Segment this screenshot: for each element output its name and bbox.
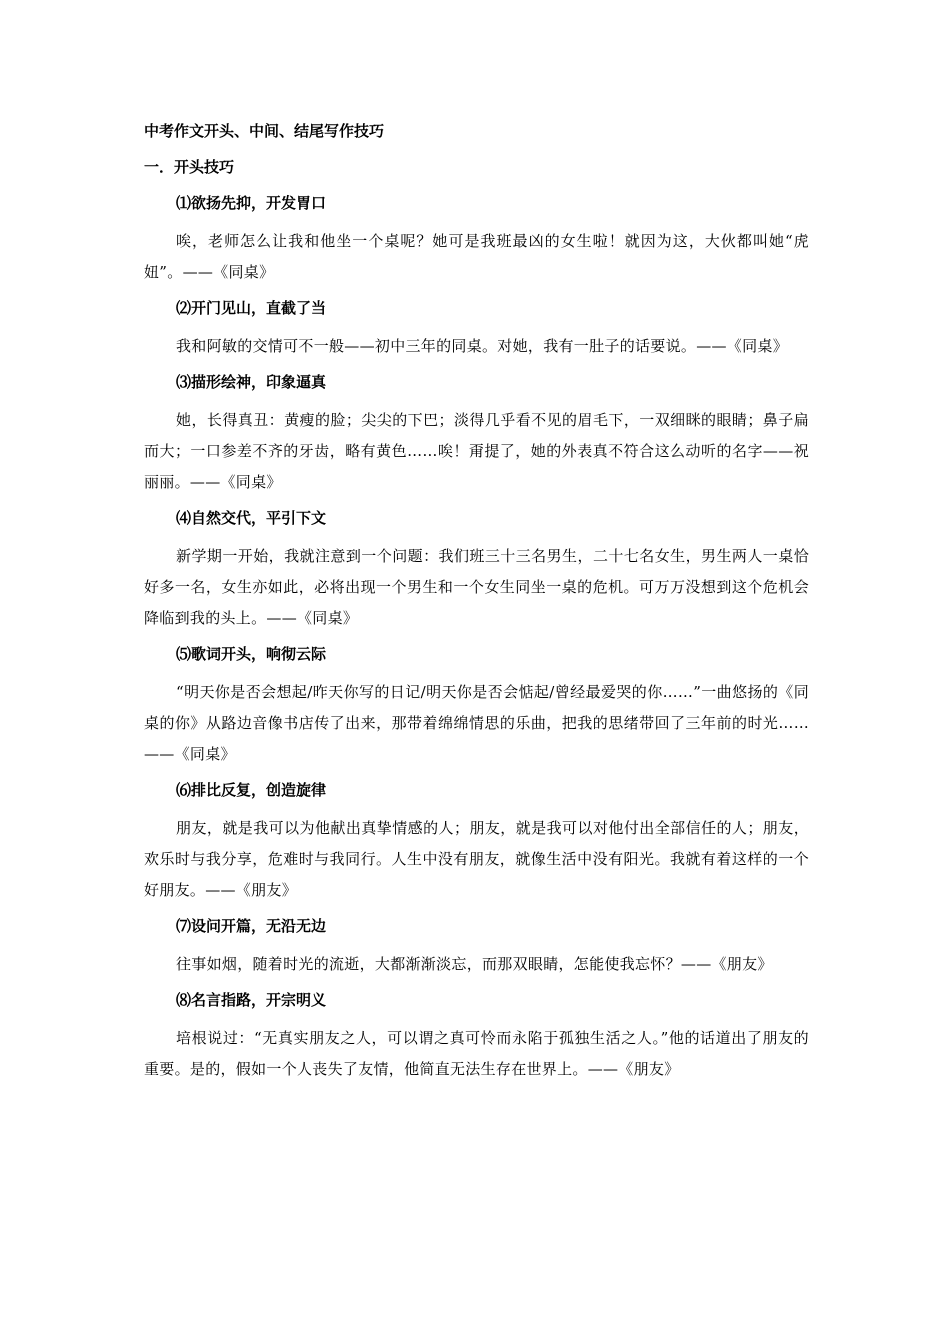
technique-1	[144, 192, 809, 288]
technique-example: 培根说过：“无真实朋友之人，可以谓之真可怜而永陷于孤独生活之人。”他的话道出了朋友的重要。是的，假如一个人丧失了友情，他简直无法生存在世界上。——《朋友》	[144, 1029, 809, 1078]
technique-2	[144, 297, 809, 362]
document-title: 中考作文开头、中间、结尾写作技巧	[144, 122, 385, 140]
technique-3	[144, 371, 809, 498]
technique-example: 新学期一开始，我就注意到一个问题：我们班三十三名男生，二十七名女生，男生两人一桌恰好多一名，女生亦如此，必将出现一个男生和一个女生同坐一桌的危机。可万万没想到这个危机会降临到我的头上。——《同桌》	[144, 547, 809, 627]
technique-heading: ⑶描形绘神，印象逼真	[176, 373, 327, 391]
section-heading: 一．开头技巧	[144, 158, 235, 176]
technique-heading: ⑵开门见山，直截了当	[176, 299, 327, 317]
document-page	[144, 120, 809, 1094]
technique-8	[144, 989, 809, 1085]
technique-example: 往事如烟，随着时光的流逝，大都渐渐淡忘，而那双眼睛，怎能使我忘怀？——《朋友》	[176, 955, 773, 973]
technique-example: 我和阿敏的交情可不一般——初中三年的同桌。对她，我有一肚子的话要说。——《同桌》	[176, 337, 789, 355]
technique-example: “明天你是否会想起/昨天你写的日记/明天你是否会惦起/曾经最爱哭的你……”一曲悠扬的《同桌的你》从路边音像书店传了出来，那带着绵绵情思的乐曲，把我的思绪带回了三年前的时光……——《同桌》	[144, 683, 809, 763]
technique-7	[144, 915, 809, 980]
technique-heading: ⑻名言指路，开宗明义	[176, 991, 327, 1009]
technique-6	[144, 779, 809, 906]
technique-heading: ⑹排比反复，创造旋律	[176, 781, 327, 799]
technique-example: 朋友，就是我可以为他献出真挚情感的人；朋友，就是我可以对他付出全部信任的人；朋友，欢乐时与我分享，危难时与我同行。人生中没有朋友，就像生活中没有阳光。我就有着这样的一个好朋友。——《朋友》	[144, 819, 809, 899]
technique-heading: ⑺设问开篇，无沿无边	[176, 917, 327, 935]
technique-example: 唉，老师怎么让我和他坐一个桌呢？她可是我班最凶的女生啦！就因为这，大伙都叫她“虎妞”。——《同桌》	[144, 232, 809, 281]
technique-heading: ⑸歌词开头，响彻云际	[176, 645, 327, 663]
technique-4	[144, 507, 809, 634]
technique-heading: ⑷自然交代，平引下文	[176, 509, 327, 527]
technique-heading: ⑴欲扬先抑，开发胃口	[176, 194, 327, 212]
technique-5	[144, 643, 809, 770]
technique-example: 她，长得真丑：黄瘦的脸；尖尖的下巴；淡得几乎看不见的眉毛下，一双细眯的眼睛；鼻子扁而大；一口参差不齐的牙齿，略有黄色……唉！甭提了，她的外表真不符合这么动听的名字——祝丽丽。——《同桌》	[144, 411, 809, 491]
